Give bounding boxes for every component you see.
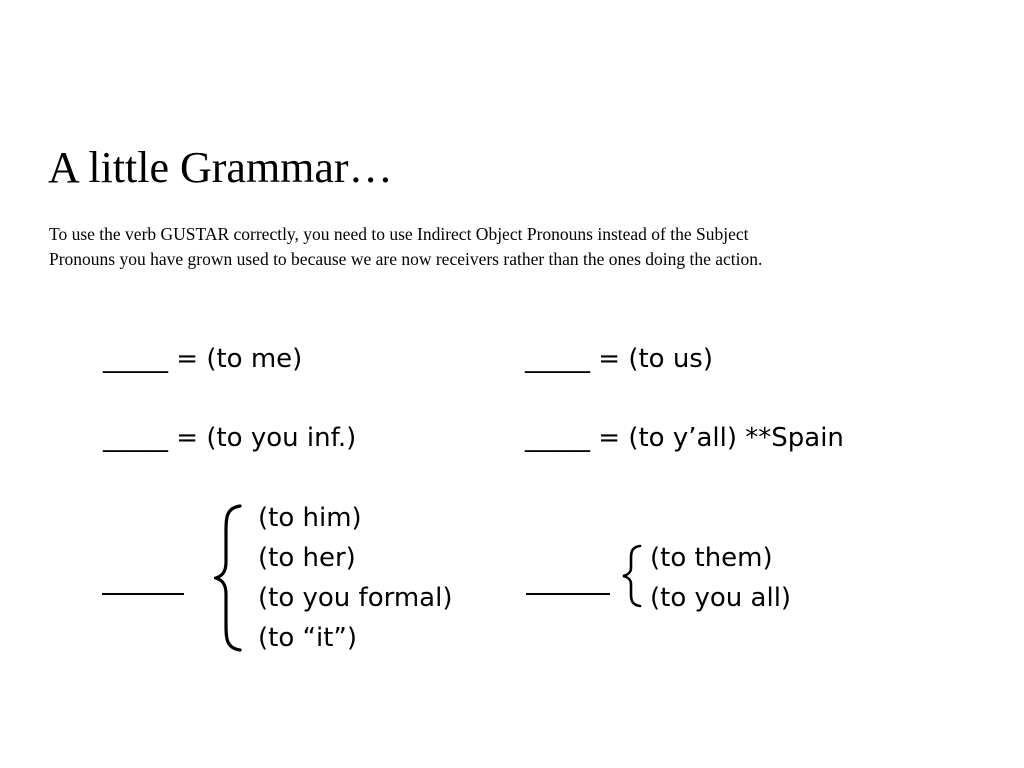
row-to-me: _____ = (to me)	[103, 344, 303, 374]
intro-line-1: To use the verb GUSTAR correctly, you need to use Indirect Object Pronouns instead of the Subject	[49, 224, 749, 244]
left-brace-small-icon	[620, 544, 644, 608]
list-item-to-you-all: (to you all)	[650, 583, 792, 613]
list-item-to-him: (to him)	[258, 503, 362, 533]
left-brace-icon	[214, 504, 244, 652]
list-item-to-it: (to “it”)	[258, 623, 358, 653]
row-to-yall: _____ = (to y’all) **Spain	[525, 423, 844, 453]
list-item-to-her: (to her)	[258, 543, 356, 573]
intro-line-2: Pronouns you have grown used to because we are now receivers rather than the ones doing the action.	[49, 249, 763, 269]
list-item-to-them: (to them)	[650, 543, 773, 573]
row-to-you-informal: _____ = (to you inf.)	[103, 423, 357, 453]
third-plural-list	[650, 538, 791, 618]
list-item-to-you-formal: (to you formal)	[258, 583, 453, 613]
blank-line-singular	[102, 593, 184, 595]
third-singular-list	[258, 498, 452, 658]
blank-line-plural	[526, 593, 610, 595]
row-to-us: _____ = (to us)	[525, 344, 713, 374]
slide-title: A little Grammar…	[48, 143, 393, 192]
intro-paragraph	[49, 222, 999, 272]
